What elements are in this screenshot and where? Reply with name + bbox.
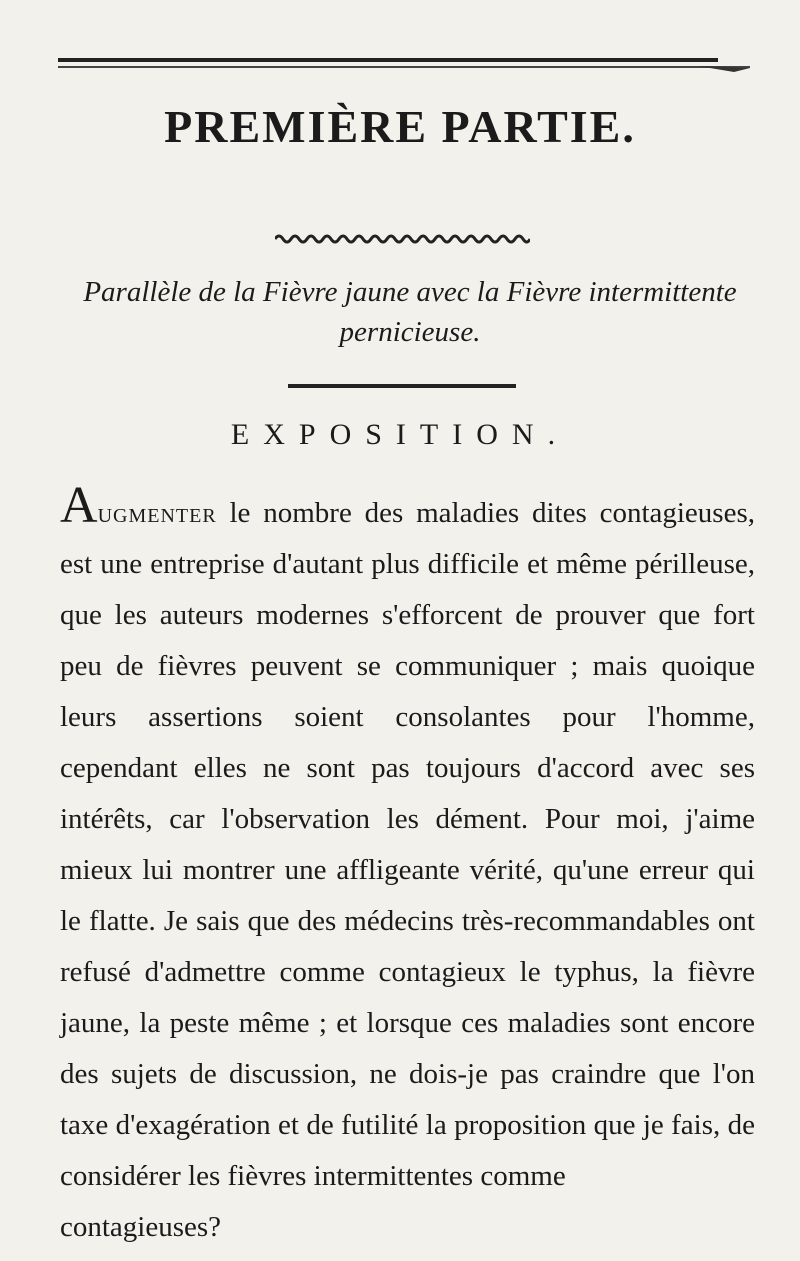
paragraph-ending: contagieuses? <box>60 1211 222 1243</box>
mid-rule <box>288 383 516 389</box>
wavy-ornament <box>275 232 530 246</box>
body-paragraph <box>60 477 755 1253</box>
top-rule <box>58 56 750 74</box>
part-title: PREMIÈRE PARTIE. <box>164 101 636 152</box>
section-title: EXPOSITION. <box>230 418 570 451</box>
drop-cap: A <box>60 477 98 534</box>
subtitle: Parallèle de la Fièvre jaune avec la Fièvre intermittente pernicieuse. <box>83 276 737 348</box>
lead-word: ugmenter <box>97 497 217 529</box>
paragraph-text: le nombre des maladies dites contagieuses, est une entreprise d'autant plus difficile et même périlleuse, que les auteurs modernes s'efforcent de prouver que fort peu de fièvres peuvent se communiquer ; mais quoique leurs assertions soient consolantes pour l'homme, cependant elles ne sont pas toujours d'accord avec ses intérêts, car l'observation les dément. Pour moi, j'aime mieux lui montrer une affligeante vérité, qu'une erreur qui le flatte. Je sais que des médecins très-recommandables ont refusé d'admettre comme contagieux le typhus, la fièvre jaune, la peste même ; et lorsque ces maladies sont encore des sujets de discussion, ne dois-je pas craindre que l'on taxe d'exagération et de futilité la proposition que je fais, de considérer les fièvres intermittentes comme <box>60 497 755 1192</box>
